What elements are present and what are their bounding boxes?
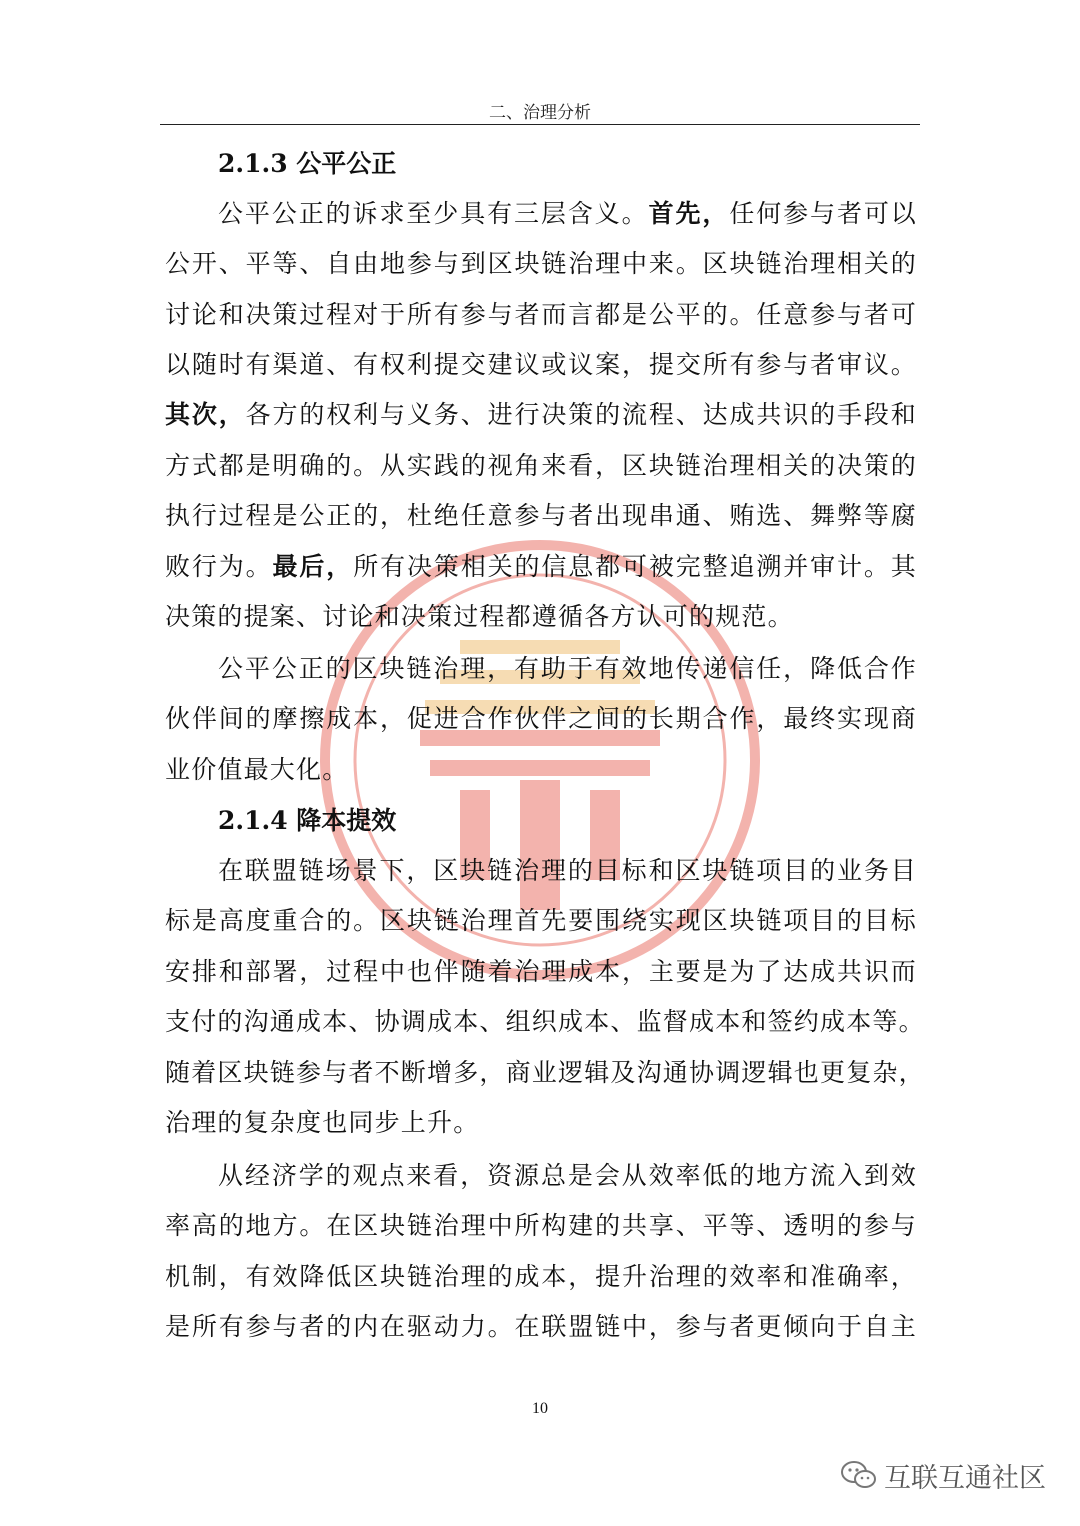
paragraph-line: 安排和部署，过程中也伴随着治理成本，主要是为了达成共识而 xyxy=(165,957,917,986)
paragraph-line: 以随时有渠道、有权利提交建议或议案，提交所有参与者审议。 xyxy=(165,350,917,379)
paragraph-line: 方式都是明确的。从实践的视角来看，区块链治理相关的决策的 xyxy=(165,451,917,480)
watermark-text: 互联互通社区 xyxy=(884,1462,1046,1494)
source-watermark xyxy=(840,1455,1046,1495)
section-title-2-1-3: 2.1.3 公平公正 xyxy=(218,149,397,178)
paragraph-line: 率高的地方。在区块链治理中所构建的共享、平等、透明的参与 xyxy=(165,1211,917,1240)
paragraph-line: 伙伴间的摩擦成本，促进合作伙伴之间的长期合作，最终实现商 xyxy=(165,704,917,733)
paragraph-line: 是所有参与者的内在驱动力。在联盟链中，参与者更倾向于自主 xyxy=(165,1312,917,1341)
paragraph-line: 支付的沟通成本、协调成本、组织成本、监督成本和签约成本等。 xyxy=(165,1007,925,1036)
page-number: 10 xyxy=(532,1400,548,1417)
wechat-icon xyxy=(840,1459,878,1491)
paragraph-line: 败行为。最后，所有决策相关的信息都可被完整追溯并审计。其 xyxy=(165,552,918,581)
paragraph-line: 公平公正的区块链治理，有助于有效地传递信任，降低合作 xyxy=(218,654,917,683)
paragraph-line: 讨论和决策过程对于所有参与者而言都是公平的。任意参与者可 xyxy=(165,300,917,329)
paragraph-line: 治理的复杂度也同步上升。 xyxy=(165,1108,480,1137)
page-header: 二、治理分析 xyxy=(489,103,591,123)
paragraph-line: 机制，有效降低区块链治理的成本，提升治理的效率和准确率， xyxy=(165,1262,917,1291)
paragraph-line: 在联盟链场景下，区块链治理的目标和区块链项目的业务目 xyxy=(218,856,917,885)
paragraph-line: 公开、平等、自由地参与到区块链治理中来。区块链治理相关的 xyxy=(165,249,917,278)
paragraph-line: 从经济学的观点来看，资源总是会从效率低的地方流入到效 xyxy=(218,1161,917,1190)
header-rule xyxy=(160,124,920,125)
paragraph-line: 决策的提案、讨论和决策过程都遵循各方认可的规范。 xyxy=(165,602,794,631)
paragraph-line: 随着区块链参与者不断增多，商业逻辑及沟通协调逻辑也更复杂， xyxy=(165,1058,925,1087)
paragraph-line: 业价值最大化。 xyxy=(165,755,349,784)
paragraph-line: 标是高度重合的。区块链治理首先要围绕实现区块链项目的目标 xyxy=(165,906,917,935)
paragraph-line: 执行过程是公正的，杜绝任意参与者出现串通、贿选、舞弊等腐 xyxy=(165,501,917,530)
paragraph-line: 公平公正的诉求至少具有三层含义。首先，任何参与者可以 xyxy=(218,199,917,228)
paragraph-line: 其次，各方的权利与义务、进行决策的流程、达成共识的手段和 xyxy=(165,400,917,429)
section-title-2-1-4: 2.1.4 降本提效 xyxy=(218,806,397,835)
